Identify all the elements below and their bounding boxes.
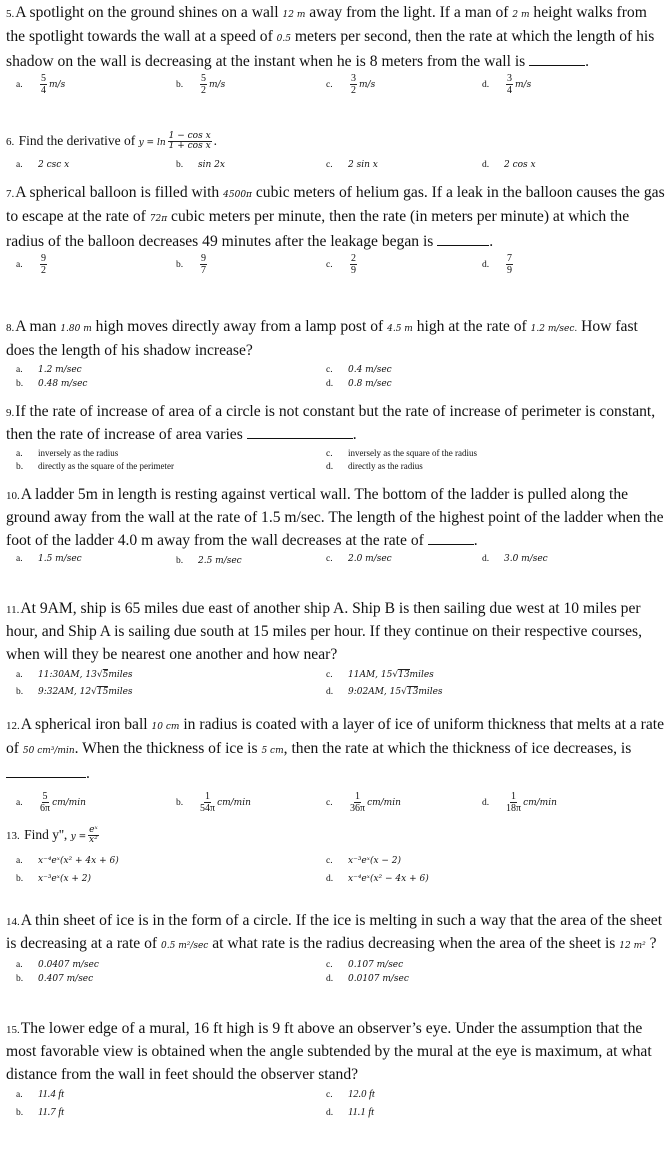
question-stem: 6. Find the derivative of y = ln $\frac{\text{1 − cos x}}{\text{1 + cos x}}$ . — [6, 131, 218, 152]
question-stem: 8.A man 1.80 m high moves directly away from a lamp post of 4.5 m high at the rate of 1.2 m/sec. How fast does the length of his shadow increase? — [6, 318, 638, 360]
option-d[interactable]: d. 0.0107 m/sec — [326, 973, 409, 984]
option-c[interactable]: c. 2.0 m/sec — [326, 554, 392, 565]
question-stem: 10.A ladder 5m in length is resting against vertical wall. The bottom of the ladder is pulled along the ground away from the wall at the rate of 1.5 m/sec. The length of the highest point of the ladder when the foot of the ladder 4.0 m away from the wall decreases at the rate of . — [6, 486, 664, 549]
option-a[interactable]: a. $\frac{5}{6\pi}$ cm/min — [16, 791, 86, 815]
question-8 — [6, 316, 666, 391]
question-9 — [6, 401, 666, 475]
option-b[interactable]: b. 11.7 ft — [16, 1107, 65, 1119]
option-a[interactable]: a. x⁻⁴eˣ(x² + 4x + 6) — [16, 856, 119, 867]
question-stem: 15.The lower edge of a mural, 16 ft high is 9 ft above an observer’s eye. Under the assumption that the most favorable view is obtained when the angle subtended by the mural at the eye is maximum, at what distance from the wall in feet should the observer stand? — [6, 1020, 652, 1083]
option-b[interactable]: b. directly as the square of the perimeter — [16, 460, 174, 472]
option-c[interactable]: c. 0.107 m/sec — [326, 959, 404, 970]
option-d[interactable]: d. $\frac{7}{9}$ — [482, 253, 512, 277]
question-stem: 13. Find y'', y = $\frac{\text{eˣ}}{\text{x²}}$ — [6, 825, 98, 846]
question-stem: 7.A spherical balloon is filled with 4500π cubic meters of helium gas. If a leak in the balloon causes the gas to escape at the rate of 72π cubic meters per minute, then the rate (in meters per minute) at which the radius of the balloon decreases 49 minutes after the leakage began is . — [6, 184, 665, 250]
question-5 — [6, 2, 666, 99]
question-6 — [6, 130, 666, 176]
option-a[interactable]: a. $\frac{9}{2}$ — [16, 253, 46, 277]
question-stem: 9.If the rate of increase of area of a circle is not constant but the rate of increase of perimeter is constant, then the rate of increase of area varies . — [6, 403, 656, 444]
option-b[interactable]: b. 2.5 m/sec — [176, 556, 242, 567]
option-a[interactable]: a. 2 csc x — [16, 160, 70, 171]
option-c[interactable]: c. x⁻³eˣ(x − 2) — [326, 856, 402, 867]
question-7 — [6, 182, 666, 279]
option-c[interactable]: c. 2 sin x — [326, 160, 378, 171]
option-d[interactable]: d. 2 cos x — [482, 160, 536, 171]
option-d[interactable]: d. x⁻⁴eˣ(x² − 4x + 6) — [326, 874, 429, 885]
option-b[interactable]: b. $\frac{9}{7}$ — [176, 253, 206, 277]
option-b[interactable]: b. 9:32AM, 12√15miles — [16, 687, 133, 698]
option-c[interactable]: c. $\frac{1}{36\pi}$ cm/min — [326, 791, 401, 815]
option-c[interactable]: c. $\frac{3}{2}$ m/s — [326, 73, 376, 97]
option-a[interactable]: a. $\frac{5}{4}$ m/s — [16, 73, 66, 97]
question-stem: 14.A thin sheet of ice is in the form of a circle. If the ice is melting in such a way that the area of the sheet is decreasing at a rate of 0.5 m²/sec at what rate is the radius decreasing when the area of the sheet is 12 m² ? — [6, 912, 663, 953]
question-stem: 12.A spherical iron ball 10 cm in radius is coated with a layer of ice of uniform thickness that melts at a rate of 50 cm³/min. When the thickness of ice is 5 cm, then the rate at which the thickness of ice decreases, is . — [6, 716, 664, 782]
option-d[interactable]: d. 11.1 ft — [326, 1107, 375, 1119]
option-b[interactable]: b. 0.407 m/sec — [16, 973, 94, 984]
question-12 — [6, 714, 666, 819]
question-13 — [6, 824, 666, 894]
option-c[interactable]: c. $\frac{2}{9}$ — [326, 253, 356, 277]
option-a[interactable]: a. 0.0407 m/sec — [16, 959, 99, 970]
option-b[interactable]: b. sin 2x — [176, 160, 225, 171]
option-a[interactable]: a. 1.2 m/sec — [16, 364, 82, 375]
option-b[interactable]: b. 0.48 m/sec — [16, 378, 88, 389]
question-11 — [6, 598, 666, 702]
option-c[interactable]: c. 0.4 m/sec — [326, 364, 392, 375]
option-c[interactable]: c. 11AM, 15√13miles — [326, 670, 434, 681]
option-d[interactable]: d. 3.0 m/sec — [482, 554, 548, 565]
option-d[interactable]: d. directly as the radius — [326, 460, 423, 472]
question-10 — [6, 484, 666, 574]
question-15 — [6, 1018, 666, 1124]
option-a[interactable]: a. 11:30AM, 13√5miles — [16, 670, 133, 681]
option-b[interactable]: b. $\frac{5}{2}$ m/s — [176, 73, 226, 97]
option-b[interactable]: b. $\frac{1}{54\pi}$ cm/min — [176, 791, 251, 815]
option-c[interactable]: c. inversely as the square of the radius — [326, 447, 477, 459]
option-d[interactable]: d. $\frac{3}{4}$ m/s — [482, 73, 532, 97]
question-stem: 11.At 9AM, ship is 65 miles due east of another ship A. Ship B is then sailing due west at 10 miles per hour, and Ship A is sailing due south at 15 miles per hour. If they continue on their respective courses, when will they be nearest one another and how near? — [6, 600, 642, 663]
question-14 — [6, 910, 666, 988]
option-c[interactable]: c. 12.0 ft — [326, 1089, 375, 1101]
option-a[interactable]: a. inversely as the radius — [16, 447, 119, 459]
option-b[interactable]: b. x⁻³eˣ(x + 2) — [16, 874, 92, 885]
option-a[interactable]: a. 11.4 ft — [16, 1089, 65, 1101]
option-d[interactable]: d. 9:02AM, 15√13miles — [326, 687, 443, 698]
option-d[interactable]: d. 0.8 m/sec — [326, 378, 392, 389]
option-a[interactable]: a. 1.5 m/sec — [16, 554, 82, 565]
option-d[interactable]: d. $\frac{1}{18\pi}$ cm/min — [482, 791, 557, 815]
question-stem: 5.A spotlight on the ground shines on a wall 12 m away from the light. If a man of 2 m height walks from the spotlight towards the wall at a speed of 0.5 meters per second, then the rate at which the length of his shadow on the wall is decreasing at the instant when he is 8 meters from the wall is . — [6, 4, 655, 70]
